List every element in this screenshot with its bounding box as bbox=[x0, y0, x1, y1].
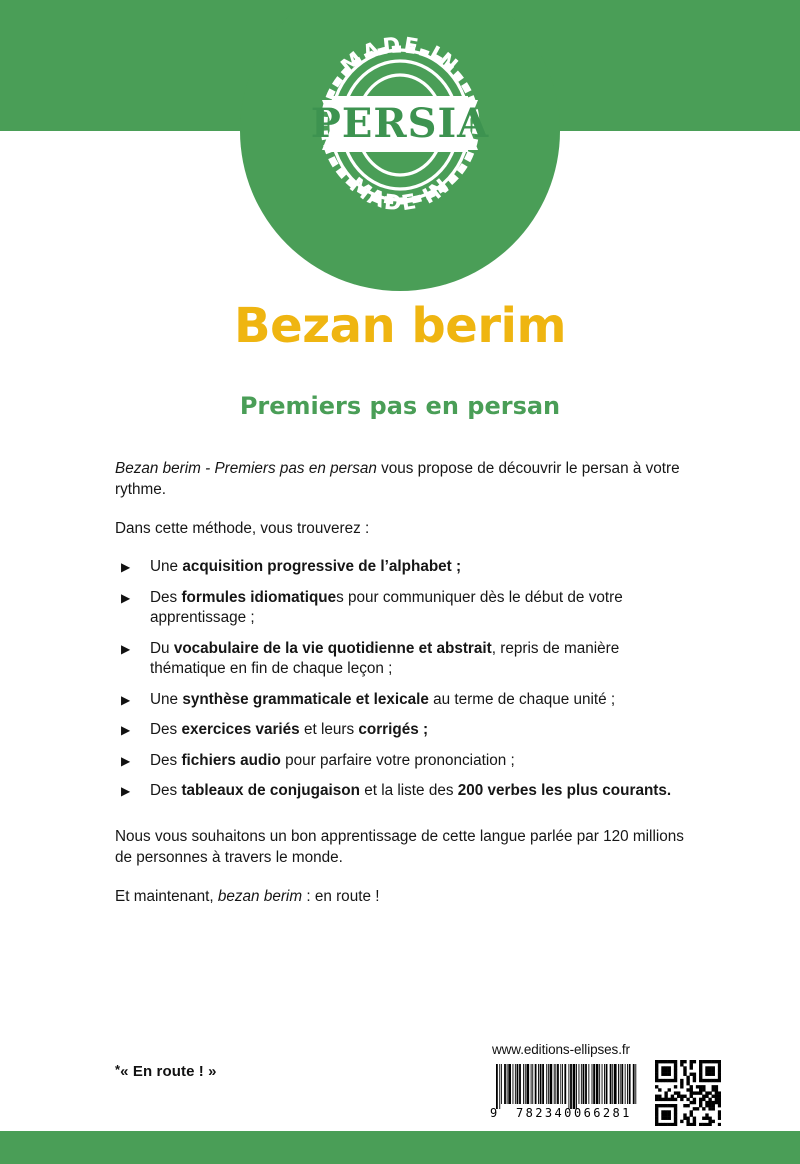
bullet-arrow-icon: ▶ bbox=[121, 560, 131, 574]
blurb-body bbox=[115, 458, 695, 907]
feature-text: Des bbox=[150, 721, 182, 738]
feature-text-strong: tableaux de conjugaison bbox=[181, 782, 360, 799]
bullet-arrow-icon: ▶ bbox=[121, 723, 131, 737]
barcode-lead-digit: 9 bbox=[490, 1106, 498, 1120]
feature-text-strong: synthèse grammaticale et lexicale bbox=[182, 690, 429, 708]
closing-post: : en route ! bbox=[302, 887, 380, 905]
footnote-asterisk: * bbox=[115, 1062, 121, 1077]
barcode-left-digits: 782340 bbox=[516, 1106, 574, 1120]
feature-text: s pour communiquer dès le début de votre apprentissage ; bbox=[150, 588, 623, 626]
feature-text: au terme de chaque unité ; bbox=[428, 690, 616, 708]
stamp-bottom-text: MADE IN bbox=[344, 172, 455, 216]
closing-paragraph-1: Nous vous souhaitons un bon apprentissage de cette langue parlée par 120 millions de personnes à travers le monde. bbox=[115, 827, 684, 866]
closing-pre: Et maintenant, bbox=[115, 887, 218, 905]
feature-text-strong: fichiers audio bbox=[181, 751, 281, 769]
bullet-arrow-icon: ▶ bbox=[121, 784, 131, 798]
feature-text-strong: formules idiomatique bbox=[181, 588, 337, 606]
publisher-website[interactable]: www.editions-ellipses.fr bbox=[492, 1042, 630, 1057]
footnote-text: « En route ! » bbox=[120, 1063, 217, 1080]
closing-paragraph-2 bbox=[115, 886, 695, 907]
barcode-right-digits: 066281 bbox=[574, 1106, 632, 1120]
book-title: Bezan berim bbox=[234, 298, 566, 354]
feature-item bbox=[115, 557, 695, 578]
footer-publisher-block bbox=[480, 1042, 740, 1122]
bullet-arrow-icon: ▶ bbox=[121, 641, 131, 656]
feature-item bbox=[115, 720, 695, 741]
qr-code[interactable] bbox=[655, 1060, 721, 1126]
footer-green-band bbox=[0, 1131, 800, 1164]
feature-text-strong: exercices variés bbox=[181, 721, 300, 738]
feature-item bbox=[115, 588, 695, 629]
ean13-barcode bbox=[486, 1062, 642, 1120]
intro-lead-in: Dans cette méthode, vous trouverez : bbox=[115, 520, 370, 537]
feature-text: Une bbox=[150, 690, 183, 708]
feature-text-strong: 200 verbes les plus courants. bbox=[457, 782, 672, 799]
stamp-banner-text: PERSIA bbox=[310, 100, 490, 147]
intro-italic-title: Bezan berim - Premiers pas en persan bbox=[115, 460, 377, 477]
feature-text: Des bbox=[150, 751, 182, 769]
feature-text: pour parfaire votre prononciation ; bbox=[280, 751, 515, 769]
feature-text-strong: acquisition progressive de l’alphabet ; bbox=[182, 558, 462, 575]
bullet-arrow-icon: ▶ bbox=[121, 590, 131, 605]
footnote bbox=[115, 1062, 217, 1080]
feature-text: et la liste des bbox=[359, 782, 458, 799]
feature-list bbox=[115, 557, 695, 802]
bullet-arrow-icon: ▶ bbox=[121, 692, 131, 707]
feature-item bbox=[115, 781, 695, 802]
intro-rest: vous propose de découvrir le persan à votre rythme. bbox=[115, 460, 680, 498]
feature-item bbox=[115, 639, 695, 680]
feature-text: Des bbox=[150, 782, 182, 799]
svg-text:MADE IN bbox=[336, 32, 463, 78]
feature-text: Du bbox=[150, 639, 174, 657]
made-in-persia-stamp bbox=[288, 28, 512, 218]
feature-text: Une bbox=[150, 558, 183, 575]
feature-item bbox=[115, 751, 695, 772]
feature-text: et leurs bbox=[299, 721, 359, 738]
feature-text-strong: vocabulaire de la vie quotidienne et abstrait bbox=[173, 639, 492, 657]
bullet-arrow-icon: ▶ bbox=[121, 753, 131, 768]
book-subtitle: Premiers pas en persan bbox=[239, 392, 561, 420]
stamp-top-text: MADE IN bbox=[336, 32, 464, 79]
feature-text: , repris de manière thématique en fin de chaque leçon ; bbox=[150, 639, 620, 677]
feature-text: Des bbox=[150, 588, 182, 606]
svg-text:MADE IN bbox=[345, 173, 455, 216]
feature-item bbox=[115, 690, 695, 711]
feature-text-strong: corrigés ; bbox=[358, 721, 429, 738]
intro-paragraph bbox=[115, 458, 695, 500]
closing-italic: bezan berim bbox=[217, 887, 303, 905]
